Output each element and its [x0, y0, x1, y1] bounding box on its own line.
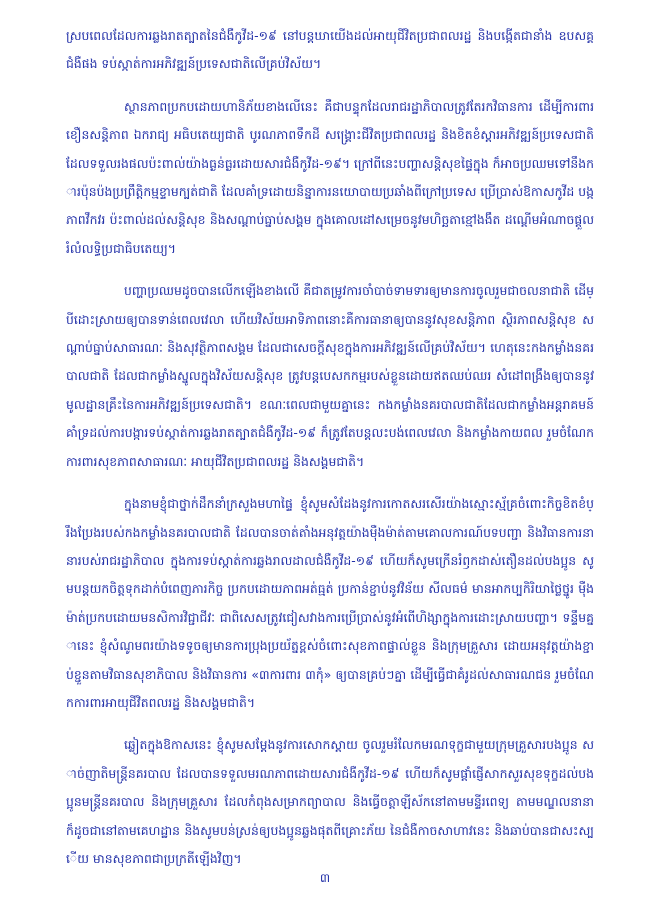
paragraph-2: ស្ថានភាពប្រកបដោយហានិភ័យខាងលើនេះ គឺជាបន្ទុកដែលរាជរដ្ឋាភិបាលត្រូវតែរកវិធានការ ដើម្បីការពារខឿនសន្តិភាព ឯករាជ្យ អធិបតេយ្យជាតិ បូរណភាពទឹកដី សង្គ្រោះជីវិតប្រជាពលរដ្ឋ និងខិតខំស្តារអភិវឌ្ឍន៍ប្រទេសជាតិ ដែលទទួលរងផលប៉ះពាល់យ៉ាងធ្ងន់ធ្ងរដោយសារជំងឺកូវីដ-១៩។ ក្រៅពីនេះបញ្ហាសន្តិសុខផ្ទៃក្នុង ក៏អាចប្រឈមទៅនឹងការប៉ុនប៉ងប្រព្រឹត្តិកម្មខ្ទាមក្បត់ជាតិ ដែលគាំទ្រដោយនិន្នាការនយោបាយប្រឆាំងពីក្រៅប្រទេស ប្រើប្រាស់ឱកាសកូវីដ បង្កភាពវឹកវរ ប៉ះពាល់ដល់សន្តិសុខ និងសណ្តាប់ធ្នាប់សង្គម ក្នុងគោលដៅសម្រេចនូវមហិច្ឆតាខ្មៅងងឹត ដណ្តើមអំណាចផ្តួលរំលំលទ្ធិប្រជាធិបតេយ្យ។	[66, 98, 594, 256]
paragraph-5: ឆ្លៀតក្នុងឱកាសនេះ ខ្ញុំសូមសម្តែងនូវការសោកស្តាយ ចូលរួមរំលែកមរណទុក្ខជាមួយក្រុមគ្រួសារបងប្អូន សាច់ញាតិមន្ត្រីនគរបាល ដែលបានទទួលមរណភាពដោយសារជំងឺកូវីដ-១៩ ហើយក៏សូមផ្តាំផ្ញើសាកសួរសុខទុក្ខដល់បងប្អូនមន្ត្រីនគរបាល និងក្រុមគ្រួសារ ដែលកំពុងសម្រាកព្យាបាល និងធ្វើចត្តាឡីស័កនៅតាមមន្ទីរពេទ្យ តាមមណ្ឌលនានា ក៏ដូចជានៅតាមគេហដ្ឋាន និងសូមបន់ស្រន់ឲ្យបងប្អូនឆ្លងផុតពីគ្រោះភ័យ នៃជំងឺកាចសាហាវនេះ និងឆាប់បានជាសះស្បើយ មានសុខភាពជាប្រក្រតីឡើងវិញ។	[66, 737, 594, 866]
paragraph-3: បញ្ហាប្រឈមដូចបានលើកឡើងខាងលើ គឺជាតម្រូវការចាំបាច់ទាមទារឲ្យមានការចូលរួមជាចលនាជាតិ ដើម្បីដោះស្រាយឲ្យបានទាន់ពេលវេលា ហើយវិស័យអាទិភាពនោះគឺការធានាឲ្យបាននូវសុខសន្តិភាព ស្ថិរភាពសន្តិសុខ សណ្តាប់ធ្នាប់សាធារណៈ និងសុវត្ថិភាពសង្គម ដែលជាសេចក្តីសុខក្នុងការអភិវឌ្ឍន៍លើគ្រប់វិស័យ។ ហេតុនេះកងកម្លាំងនគរបាលជាតិ ដែលជាកម្លាំងស្នូលក្នុងវិស័យសន្តិសុខ ត្រូវបន្តបេសកកម្មរបស់ខ្លួនដោយឥតឈប់ឈរ សំដៅពង្រឹងឲ្យបាននូវមូលដ្ឋានគ្រឹះនៃការអភិវឌ្ឍន៍ប្រទេសជាតិ។ ខណៈពេលជាមួយគ្នានេះ កងកម្លាំងនគរបាលជាតិដែលជាកម្លាំងអន្តរាគមន៍ គាំទ្រដល់ការបង្ការទប់ស្កាត់ការឆ្លងរាតត្បាតជំងឺកូវីដ-១៩ ក៏ត្រូវតែបន្តលះបង់ពេលវេលា និងកម្លាំងកាយពល រួមចំណែកការពារសុខភាពសាធារណៈ អាយុជីវិតប្រជាពលរដ្ឋ និងសង្គមជាតិ។	[66, 283, 594, 469]
paragraph-1: ស្របពេលដែលការឆ្លងរាតត្បាតនៃជំងឺកូវីដ-១៩ នៅបន្តឃាយើងដល់អាយុជីវិតប្រជាពលរដ្ឋ និងបង្កើតជានាំង ឧបសគ្គជំងឺផង ទប់ស្កាត់ការអភិវឌ្ឍន៍ប្រទេសជាតិលើគ្រប់វិស័យ។	[66, 28, 594, 72]
paragraph-4: ក្នុងនាមខ្ញុំជាថ្នាក់ដឹកនាំក្រសួងមហាផ្ទៃ ខ្ញុំសូមសំដែងនូវការកោតសរសើរយ៉ាងស្មោះស្ម័គ្រចំពោះកិច្ចខិតខំប្រឹងប្រែងរបស់កងកម្លាំងនគរបាលជាតិ ដែលបានចាត់តាំងអនុវត្តយ៉ាងម៉ឺងម៉ាត់តាមគោលការណ៍បទបញ្ជា និងវិធានការនានារបស់រាជរដ្ឋាភិបាល ក្នុងការទប់ស្កាត់ការឆ្លងរាលដាលជំងឺកូវីដ-១៩ ហើយក៏សូមក្រើនរំឭកដាស់តឿនដល់បងប្អូន សូមបន្តយកចិត្តទុកដាក់បំពេញភារកិច្ច ប្រកបដោយភាពអត់ធ្មត់ ប្រកាន់ខ្ជាប់នូវវិន័យ សីលធម៌ មានអាកប្បកិរិយាថ្លៃថ្នូរ ម៉ឺងម៉ាត់ប្រកបដោយមនសិការវិជ្ជាជីវៈ ជាពិសេសត្រូវជៀសវាងការប្រើប្រាស់នូវអំពើហិង្សាក្នុងការដោះស្រាយបញ្ហា។ ទន្ទឹមគ្នានេះ ខ្ញុំសំណូមពរយ៉ាងទទូចឲ្យមានការប្រុងប្រយ័ត្នខ្ពស់ចំពោះសុខភាពផ្ទាល់ខ្លួន និងក្រុមគ្រួសារ ដោយអនុវត្តយ៉ាងខ្ជាប់ខ្ជួនតាមវិធានសុខាភិបាល និងវិធានការ «៣ការពារ ៣កុំ» ឲ្យបានគ្រប់ៗគ្នា ដើម្បីធ្វើជាគំរូដល់សាធារណជន រួមចំណែកការពារអាយុជីវិតពលរដ្ឋ និងសង្គមជាតិ។	[66, 496, 594, 710]
page-number: ៣	[319, 871, 331, 885]
